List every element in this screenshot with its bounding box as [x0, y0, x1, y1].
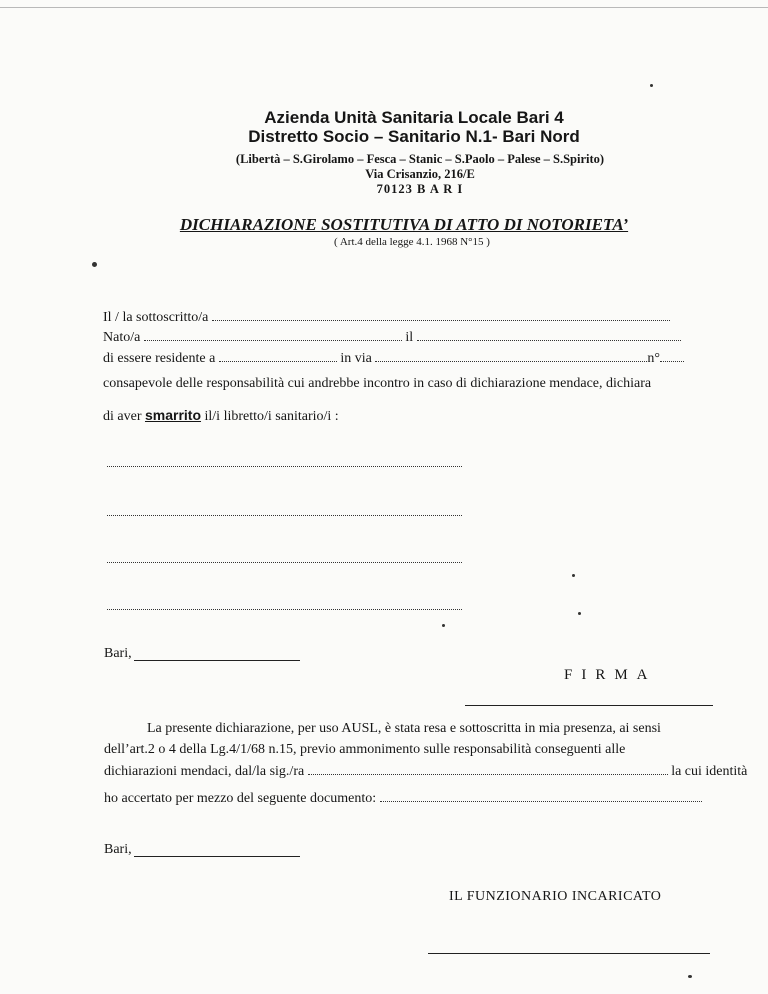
legal-reference: ( Art.4 della legge 4.1. 1968 N°15 ) [334, 236, 490, 248]
street-field[interactable] [375, 351, 647, 362]
street-label: in via [340, 351, 372, 366]
birthplace-field[interactable] [144, 330, 402, 341]
scan-speck [650, 84, 653, 87]
place-label-2: Bari, [104, 842, 132, 857]
document-title: DICHIARAZIONE SOSTITUTIVA DI ATTO DI NOTORIETA’ [179, 215, 629, 234]
lost-booklet-line [103, 407, 339, 425]
residence-label: di essere residente a [103, 351, 216, 366]
identity-label: la cui identità [671, 764, 748, 779]
birthdate-label: il [405, 330, 414, 345]
lost-word: smarrito [144, 407, 202, 423]
org-name: Azienda Unità Sanitaria Locale Bari 4 [264, 108, 564, 127]
officer-label: IL FUNZIONARIO INCARICATO [449, 889, 662, 904]
date-field[interactable] [134, 660, 300, 661]
org-city: 70123 B A R I [376, 182, 464, 196]
residence-city-field[interactable] [219, 351, 337, 362]
document-label: ho accertato per mezzo del seguente documento: [104, 791, 377, 806]
certification-line-4 [104, 791, 702, 807]
lost-suffix: il/i libretto/i sanitario/i : [204, 409, 339, 424]
booklet-field-2[interactable] [107, 515, 462, 516]
scan-edge-line [0, 7, 768, 8]
born-label: Nato/a [103, 330, 141, 345]
street-number-field[interactable] [660, 351, 684, 362]
number-label: n° [647, 351, 660, 366]
certification-line-1: La presente dichiarazione, per uso AUSL, è stata resa e sottoscritta in mia presenza, ai sensi [147, 721, 661, 736]
district-name: Distretto Socio – Sanitario N.1- Bari Nord [248, 127, 580, 146]
scan-speck [688, 975, 692, 978]
certification-line-3 [104, 764, 747, 780]
certification-line-2: dell’art.2 o 4 della Lg.4/1/68 n.15, previo ammonimento sulle responsabilità conseguenti alle [104, 742, 626, 757]
org-street: Via Crisanzio, 216/E [365, 167, 475, 181]
certification-date-field[interactable] [134, 856, 300, 857]
declarant-label: dichiarazioni mendaci, dal/la sig./ra [104, 764, 305, 779]
officer-signature-field[interactable] [428, 953, 710, 954]
booklet-field-4[interactable] [107, 609, 462, 610]
signer-line [103, 310, 670, 326]
scan-speck [572, 574, 575, 577]
signer-name-field[interactable] [212, 310, 670, 321]
scan-speck [92, 262, 97, 267]
lost-prefix: di aver [103, 409, 142, 424]
district-areas: (Libertà – S.Girolamo – Fesca – Stanic – S.Paolo – Palese – S.Spirito) [235, 152, 605, 166]
awareness-statement: consapevole delle responsabilità cui andrebbe incontro in caso di dichiarazione mendace, dichiara [103, 376, 652, 391]
declarant-name-field[interactable] [308, 764, 668, 775]
booklet-field-1[interactable] [107, 466, 462, 467]
birthdate-field[interactable] [417, 330, 681, 341]
scan-speck [442, 624, 445, 627]
booklet-field-3[interactable] [107, 562, 462, 563]
residence-line [103, 351, 684, 367]
scan-speck [578, 612, 581, 615]
birth-line [103, 330, 681, 346]
signature-label: FIRMA [564, 667, 657, 683]
signature-field[interactable] [465, 705, 713, 706]
place-label: Bari, [104, 646, 132, 661]
signer-label: Il / la sottoscritto/a [103, 310, 209, 325]
id-document-field[interactable] [380, 791, 702, 802]
